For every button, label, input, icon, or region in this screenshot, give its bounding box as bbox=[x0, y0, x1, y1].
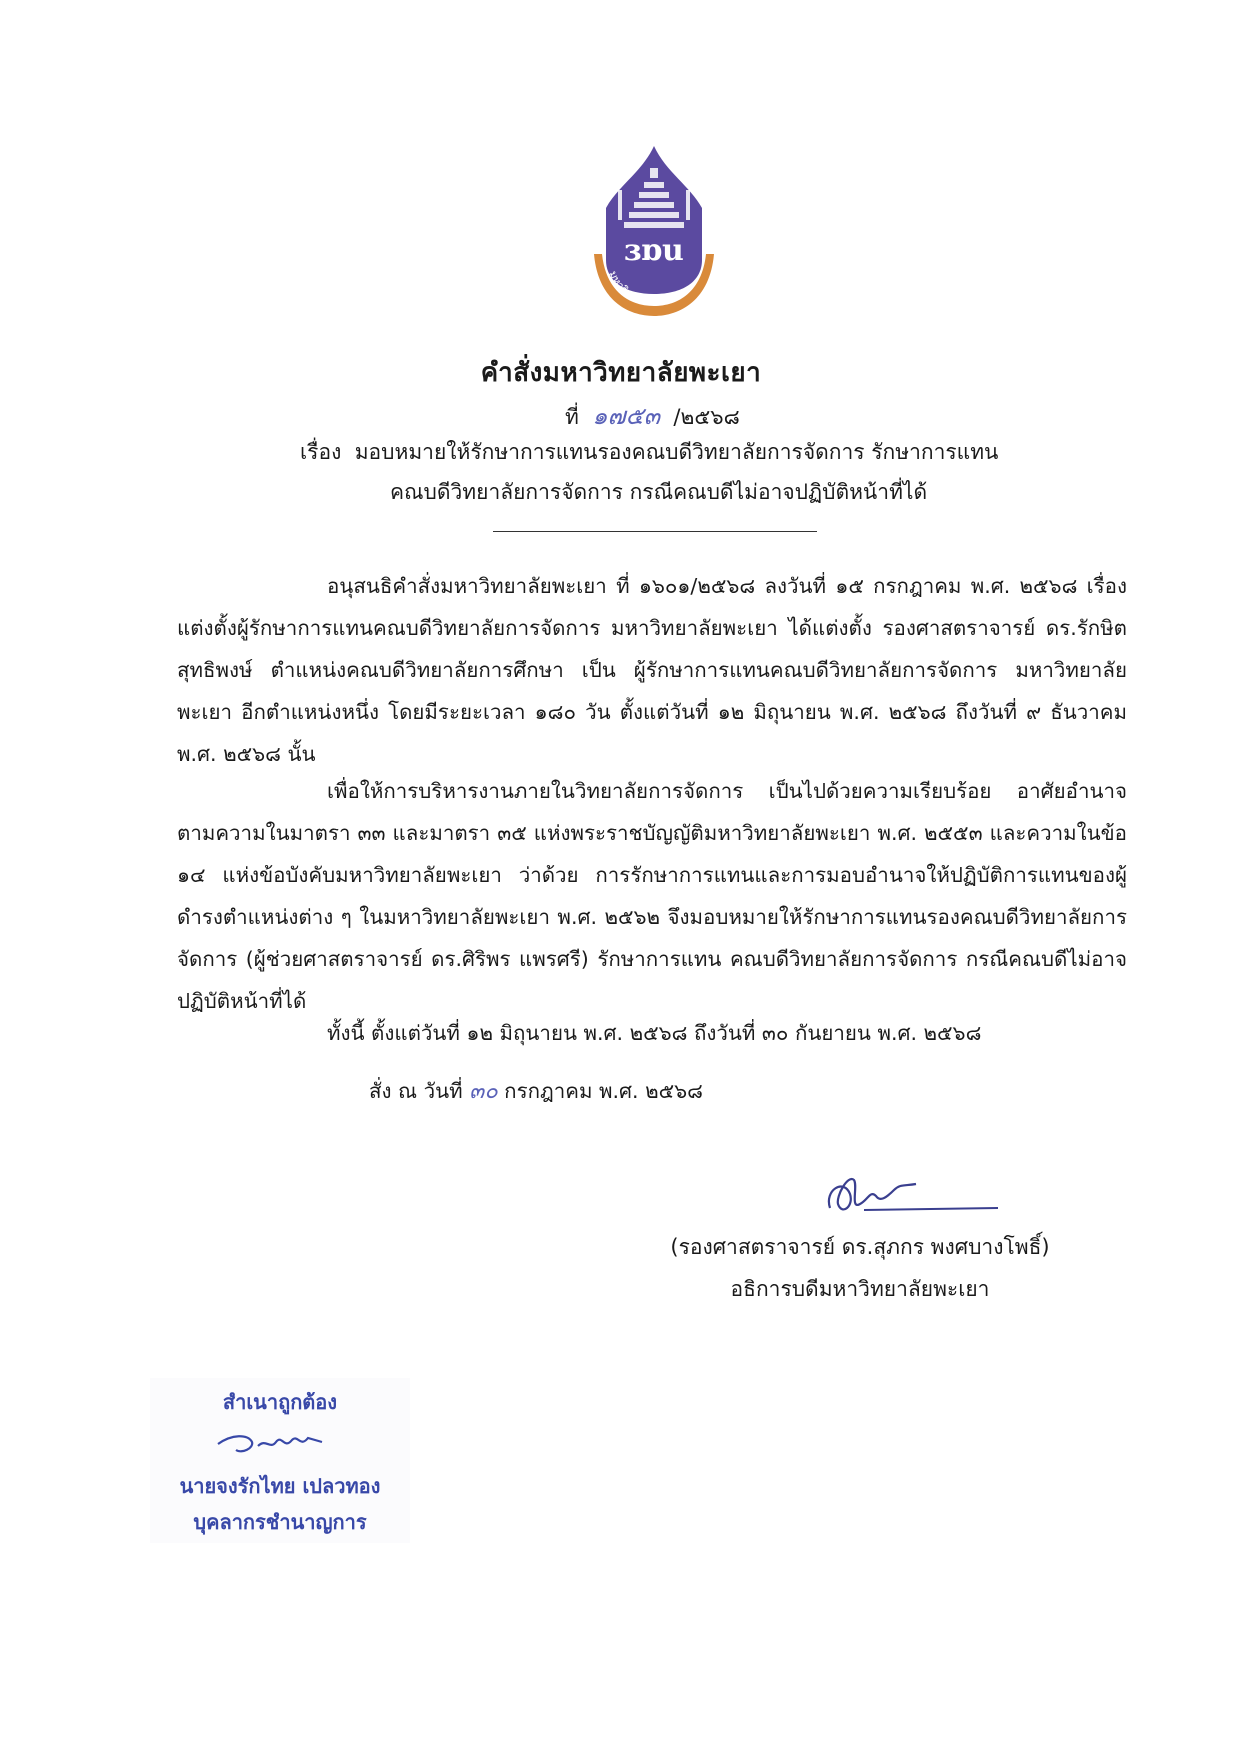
certified-copy-position: บุคลากรชำนาญการ bbox=[193, 1510, 367, 1534]
signer-position: อธิการบดีมหาวิทยาลัยพะเยา bbox=[730, 1277, 990, 1301]
order-date bbox=[177, 1070, 1127, 1113]
number-prefix: ที่ bbox=[565, 405, 579, 429]
order-date-handwritten: ๓๐ bbox=[469, 1079, 498, 1104]
paragraph-2 bbox=[177, 770, 1127, 1022]
signer-block bbox=[600, 1226, 1120, 1310]
number-suffix: /๒๕๖๘ bbox=[673, 405, 740, 429]
document-title: คำสั่งมหาวิทยาลัยพะเยา bbox=[480, 358, 762, 388]
order-date-suffix: กรกฎาคม พ.ศ. ๒๕๖๘ bbox=[504, 1079, 703, 1103]
subject-label: เรื่อง bbox=[300, 440, 342, 464]
paragraph-3 bbox=[177, 1012, 1127, 1054]
number-handwritten: ๑๗๕๓ bbox=[592, 402, 661, 430]
order-date-prefix: สั่ง ณ วันที่ bbox=[369, 1079, 463, 1103]
certified-copy-stamp bbox=[150, 1378, 410, 1543]
paragraph-2-text: เพื่อให้การบริหารงานภายในวิทยาลัยการจัดการ เป็นไปด้วยความเรียบร้อย อาศัยอำนาจตามความในมาตรา ๓๓ และมาตรา ๓๕ แห่งพระราชบัญญัติมหาวิทยาลัยพะเยา พ.ศ. ๒๕๕๓ และความในข้อ ๑๔ แห่งข้อบังคับมหาวิทยาลัยพะเยา ว่าด้วย การรักษาการแทนและการมอบอำนาจให้ปฏิบัติการแทนของผู้ดำรงตำแหน่งต่าง ๆ ในมหาวิทยาลัยพะเยา พ.ศ. ๒๕๖๒ จึงมอบหมายให้รักษาการแทนรองคณบดีวิทยาลัยการจัดการ (ผู้ช่วยศาสตราจารย์ ดร.ศิริพร แพรศรี) รักษาการแทน คณบดีวิทยาลัยการจัดการ กรณีคณบดีไม่อาจปฏิบัติหน้าที่ได้ bbox=[177, 779, 1127, 1013]
paragraph-3-text: ทั้งนี้ ตั้งแต่วันที่ ๑๒ มิถุนายน พ.ศ. ๒๕๖๘ ถึงวันที่ ๓๐ กันยายน พ.ศ. ๒๕๖๘ bbox=[327, 1021, 982, 1045]
svg-text:ɜɒu: ɜɒu bbox=[624, 233, 684, 268]
paragraph-1-text: อนุสนธิคำสั่งมหาวิทยาลัยพะเยา ที่ ๑๖๐๑/๒๕๖๘ ลงวันที่ ๑๕ กรกฎาคม พ.ศ. ๒๕๖๘ เรื่อง แต่งตั้งผู้รักษาการแทนคณบดีวิทยาลัยการจัดการ มหาวิทยาลัยพะเยา ได้แต่งตั้ง รองศาสตราจารย์ ดร.รักษิต สุทธิพงษ์ ตำแหน่งคณบดีวิทยาลัยการศึกษา เป็น ผู้รักษาการแทนคณบดีวิทยาลัยการจัดการ มหาวิทยาลัยพะเยา อีกตำแหน่งหนึ่ง โดยมีระยะเวลา ๑๘๐ วัน ตั้งแต่วันที่ ๑๒ มิถุนายน พ.ศ. ๒๕๖๘ ถึงวันที่ ๙ ธันวาคม พ.ศ. ๒๕๖๘ นั้น bbox=[177, 574, 1127, 766]
certified-copy-name: นายจงรักไทย เปลวทอง bbox=[179, 1474, 381, 1498]
signer-name: (รองศาสตราจารย์ ดร.สุภกร พงศบางโพธิ์) bbox=[670, 1235, 1050, 1259]
subject bbox=[300, 432, 1020, 512]
logo-arc-text: มหาวิทยาลัยพะเยา bbox=[606, 268, 685, 308]
university-logo bbox=[584, 142, 724, 322]
subject-line-1: มอบหมายให้รักษาการแทนรองคณบดีวิทยาลัยการจัดการ รักษาการแทน bbox=[354, 440, 999, 464]
subject-line-2: คณบดีวิทยาลัยการจัดการ กรณีคณบดีไม่อาจปฏิบัติหน้าที่ได้ bbox=[390, 480, 928, 504]
certified-copy-label: สำเนาถูกต้อง bbox=[222, 1390, 338, 1414]
signature-mark bbox=[820, 1160, 1010, 1230]
order-number bbox=[565, 396, 740, 435]
certified-copy-signature bbox=[212, 1420, 342, 1460]
paragraph-1 bbox=[177, 565, 1127, 775]
divider-line bbox=[493, 531, 817, 532]
